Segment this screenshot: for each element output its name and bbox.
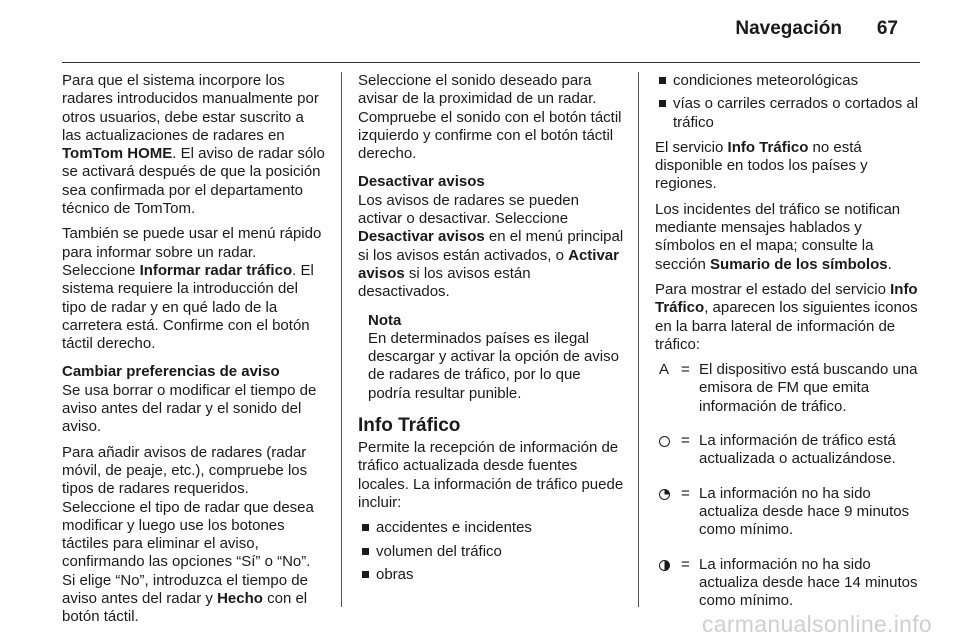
equals-sign: = bbox=[681, 484, 690, 502]
bold-term: Activar avisos bbox=[358, 246, 619, 282]
paragraph bbox=[655, 139, 923, 194]
section-heading: Cambiar preferencias de aviso bbox=[62, 363, 280, 381]
page-number: 67 bbox=[876, 18, 898, 39]
text: . El aviso de radar sólo se activará después de que la posición sea confirmada por el departamento técnico de TomTom. bbox=[62, 145, 325, 218]
symbol-description: La información no ha sido actualiza desde hace 9 minutos como mínimo. bbox=[699, 484, 910, 539]
square-bullet-icon bbox=[659, 100, 666, 107]
section-title: Info Tráfico bbox=[358, 415, 461, 437]
text: si los avisos están desactivados. bbox=[358, 264, 531, 301]
bold-term: Sumario de los símbolos bbox=[710, 255, 888, 273]
text: con el botón táctil. bbox=[62, 590, 308, 626]
text: El servicio bbox=[655, 138, 728, 156]
symbol-a: A bbox=[658, 361, 669, 379]
paragraph: Seleccione el sonido deseado para avisar de la proximidad de un radar. Compruebe el sonido con el botón táctil izquierdo y confirme con el botón táctil derecho. bbox=[358, 72, 622, 163]
list-item-text: volumen del tráfico bbox=[376, 542, 502, 560]
text: Para mostrar el estado del servicio bbox=[655, 280, 891, 298]
text: no está disponible en todos los países y regiones. bbox=[655, 138, 868, 193]
symbol-description: La información no ha sido actualiza desde hace 14 minutos como mínimo. bbox=[699, 555, 918, 610]
header-rule bbox=[62, 62, 920, 63]
symbol-row bbox=[655, 556, 923, 611]
bold-term: Informar radar tráfico bbox=[139, 261, 293, 279]
half-filled-circle-icon bbox=[657, 556, 671, 574]
paragraph bbox=[358, 192, 625, 302]
bullet-list bbox=[655, 72, 923, 132]
quarter-filled-circle-icon bbox=[657, 485, 671, 503]
paragraph bbox=[62, 225, 326, 353]
bold-term: Info Tráfico bbox=[727, 138, 809, 156]
symbol-row bbox=[655, 432, 923, 469]
list-item bbox=[655, 72, 923, 90]
text: . El sistema requiere la introducción del tipo de radar y en qué lado de la carretera está. Confirme con el botón táctil derecho. bbox=[62, 261, 314, 353]
text: en el menú principal si los avisos están activados, o bbox=[358, 228, 624, 264]
symbol-description: La información de tráfico está actualizada o actualizándose. bbox=[699, 432, 896, 468]
bullet-list bbox=[358, 519, 625, 584]
paragraph: Permite la recepción de información de tráfico actualizada desde fuentes locales. La información de tráfico puede incluir: bbox=[358, 439, 624, 511]
symbol-row bbox=[655, 361, 923, 416]
list-item-text: obras bbox=[376, 565, 414, 583]
text: , aparecen los siguientes iconos en la barra lateral de información de tráfico: bbox=[655, 299, 918, 353]
symbol-row bbox=[655, 485, 923, 540]
note-box bbox=[368, 312, 625, 403]
list-item bbox=[655, 95, 923, 132]
square-bullet-icon bbox=[659, 77, 666, 84]
paragraph bbox=[62, 72, 326, 218]
text: Los avisos de radares se pueden activar o desactivar. Seleccione bbox=[358, 191, 579, 228]
square-bullet-icon bbox=[362, 571, 369, 578]
equals-sign: = bbox=[681, 432, 690, 450]
empty-circle-icon bbox=[657, 432, 671, 450]
list-item bbox=[358, 543, 625, 561]
text: Los incidentes del tráfico se notifican mediante mensajes hablados y símbolos en el mapa; consulte la sección bbox=[655, 200, 901, 273]
watermark: carmanualsonline.info bbox=[701, 611, 932, 637]
note-text: En determinados países es ilegal descargar y activar la opción de aviso de radares de tráfico, por lo que podría resultar punible. bbox=[368, 329, 619, 402]
column-divider bbox=[638, 72, 639, 607]
column-2 bbox=[358, 72, 625, 591]
square-bullet-icon bbox=[362, 548, 369, 555]
text: Para que el sistema incorpore los radares introducidos manualmente por otros usuarios, debe estar suscrito a las actualizaciones de radares en bbox=[62, 72, 319, 144]
equals-sign: = bbox=[681, 361, 690, 379]
column-1 bbox=[62, 72, 326, 634]
bold-term: Desactivar avisos bbox=[358, 228, 485, 246]
equals-sign: = bbox=[681, 555, 690, 573]
text: También se puede usar el menú rápido para informar sobre un radar. Seleccione bbox=[62, 225, 322, 279]
section-heading: Desactivar avisos bbox=[358, 173, 485, 191]
paragraph bbox=[655, 201, 923, 274]
paragraph: Se usa borrar o modificar el tiempo de aviso antes del radar y el sonido del aviso. bbox=[62, 381, 317, 436]
list-item-text: vías o carriles cerrados o cortados al tráfico bbox=[673, 95, 919, 131]
column-divider bbox=[341, 72, 342, 607]
bold-term: Info Tráfico bbox=[655, 280, 918, 317]
symbol-description: El dispositivo está buscando una emisora de FM que emita información de tráfico. bbox=[699, 361, 918, 415]
list-item bbox=[358, 519, 625, 537]
column-3 bbox=[655, 72, 923, 626]
bold-term: Hecho bbox=[217, 590, 263, 608]
paragraph bbox=[655, 281, 923, 354]
note-title: Nota bbox=[368, 311, 402, 329]
list-item bbox=[358, 566, 625, 584]
list-item-text: accidentes e incidentes bbox=[376, 519, 532, 537]
bold-term: TomTom HOME bbox=[62, 145, 173, 163]
page-header-title: Navegación bbox=[735, 18, 842, 39]
text: Para añadir avisos de radares (radar móvil, de peaje, etc.), compruebe los tipos de radares requeridos. Seleccione el tipo de radar que desea modificar y luego use los botones táctiles para eliminar el aviso, confirmando las opciones “Sí” o “No”. Si elige “No”, introduzca el tiempo de aviso antes del radar y bbox=[62, 443, 314, 608]
list-item-text: condiciones meteorológicas bbox=[673, 72, 859, 89]
square-bullet-icon bbox=[362, 524, 369, 531]
paragraph bbox=[62, 444, 326, 627]
text: . bbox=[887, 255, 892, 273]
